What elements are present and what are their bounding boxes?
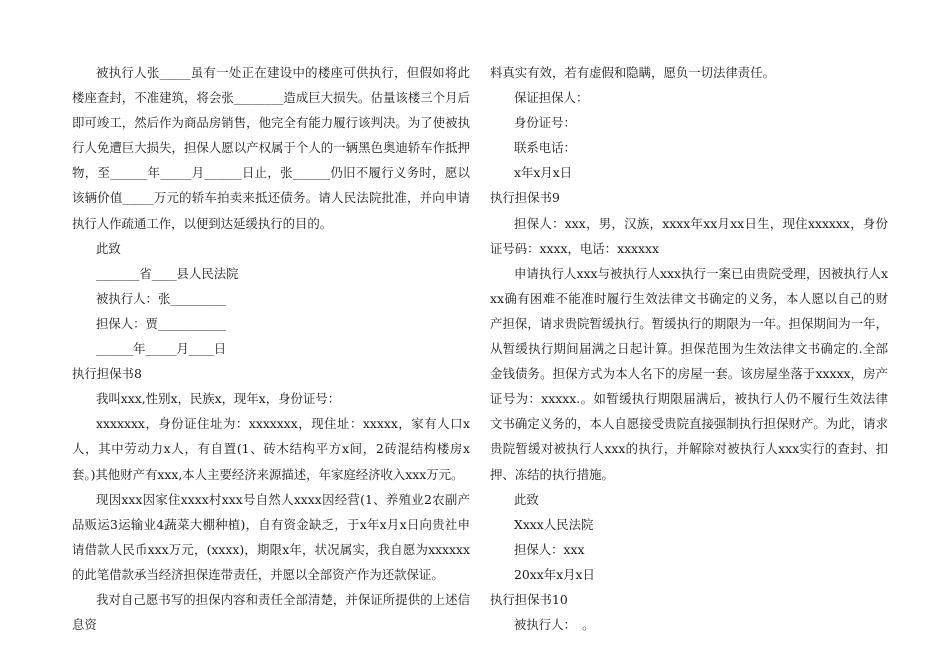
paragraph: ______年_____月____日 <box>96 341 227 357</box>
paragraph: 此致 <box>96 240 121 256</box>
paragraph: 现因xxx因家住xxxx村xxx号自然人xxxx因经营(1、养殖业2农副产品贩运3运输业4蔬菜大棚种植)，自有资金缺乏，于x年x月x日向贵社申请借款人民币xxx万元，(xxxx)，期限x年，状况属实，我自愿为xxxxxx的此笔借款承当经济担保连带责任，并愿以全部资产作为还款保证。 <box>72 491 470 582</box>
paragraph: 我对自己愿书写的担保内容和责任全部清楚，并保证所提供的上述信息资 <box>72 591 470 633</box>
paragraph: 担保人：xxx <box>514 541 585 557</box>
paragraph: 我叫xxx,性别x，民族x，现年x，身份证号： <box>96 391 341 407</box>
paragraph: 身份证号： <box>514 115 576 131</box>
paragraph: 担保人：xxx，男，汉族，xxxx年xx月xx日生，现住xxxxxx，身份证号码：xxxx，电话：xxxxxx <box>490 215 888 256</box>
paragraph: 联系电话： <box>514 140 576 156</box>
right-column <box>490 60 888 637</box>
paragraph: 料真实有效，若有虚假和隐瞒，愿负一切法律责任。 <box>490 65 775 80</box>
paragraph: 被执行人：张_________ <box>96 290 227 306</box>
paragraph: 担保人：贾___________ <box>96 315 227 331</box>
paragraph: 申请执行人xxx与被执行人xxx执行一案已由贵院受理，因被执行人xxx确有困难不能准时履行生效法律文书确定的义务，本人愿以自己的财产担保，请求贵院暂缓执行。暂缓执行的期限为一年。担保期间为一年，从暂缓执行期间届满之日起计算。担保范围为生效法律文书确定的.全部金钱债务。担保方式为本人名下的房屋一套。该房屋坐落于xxxxx，房产证号为：xxxxx.。如暂缓执行期限届满后，被执行人仍不履行生效法律文书确定义务的，本人自愿接受贵院直接强制执行担保财产。为此，请求贵院暂缓对被执行人xxx的执行，并解除对被执行人xxx实行的查封、扣押、冻结的执行措施。 <box>490 265 888 482</box>
section-heading: 执行担保书10 <box>490 591 568 607</box>
paragraph: 20xx年x月x日 <box>514 566 595 582</box>
paragraph: Xxxx人民法院 <box>514 516 594 532</box>
paragraph: 被执行人张_____虽有一处正在建设中的楼座可供执行，但假如将此楼座查封，不准建筑，将会张________造成巨大损失。估量该楼三个月后即可竣工，然后作为商品房销售，他完全有能力履行该判决。为了使被执行人免遭巨大损失，担保人愿以产权属于个人的一辆黑色奥迪轿车作抵押物，至______年_____月______日止，张______仍旧不履行义务时，愿以该辆价值_____万元的轿车拍卖来抵还债务。请人民法院批准，并向申请执行人作疏通工作，以便到达延缓执行的目的。 <box>72 65 470 231</box>
paragraph: 被执行人： 。 <box>514 617 595 633</box>
paragraph: 此致 <box>514 491 539 507</box>
section-heading: 执行担保书9 <box>490 190 560 206</box>
paragraph: 保证担保人： <box>514 90 589 106</box>
paragraph: xxxxxxx，身份证住址为：xxxxxxx，现住址：xxxxx，家有人口x人，其中劳动力x人，有自置(1、砖木结构平方x间，2砖混结构楼房x套。)其他财产有xxx,本人主要经济来源描述，年家庭经济收入xxx万元。 <box>72 416 470 482</box>
section-heading: 执行担保书8 <box>72 366 142 382</box>
paragraph: x年x月x日 <box>514 165 573 181</box>
paragraph: _______省____县人民法院 <box>96 265 239 281</box>
left-column <box>72 60 470 637</box>
